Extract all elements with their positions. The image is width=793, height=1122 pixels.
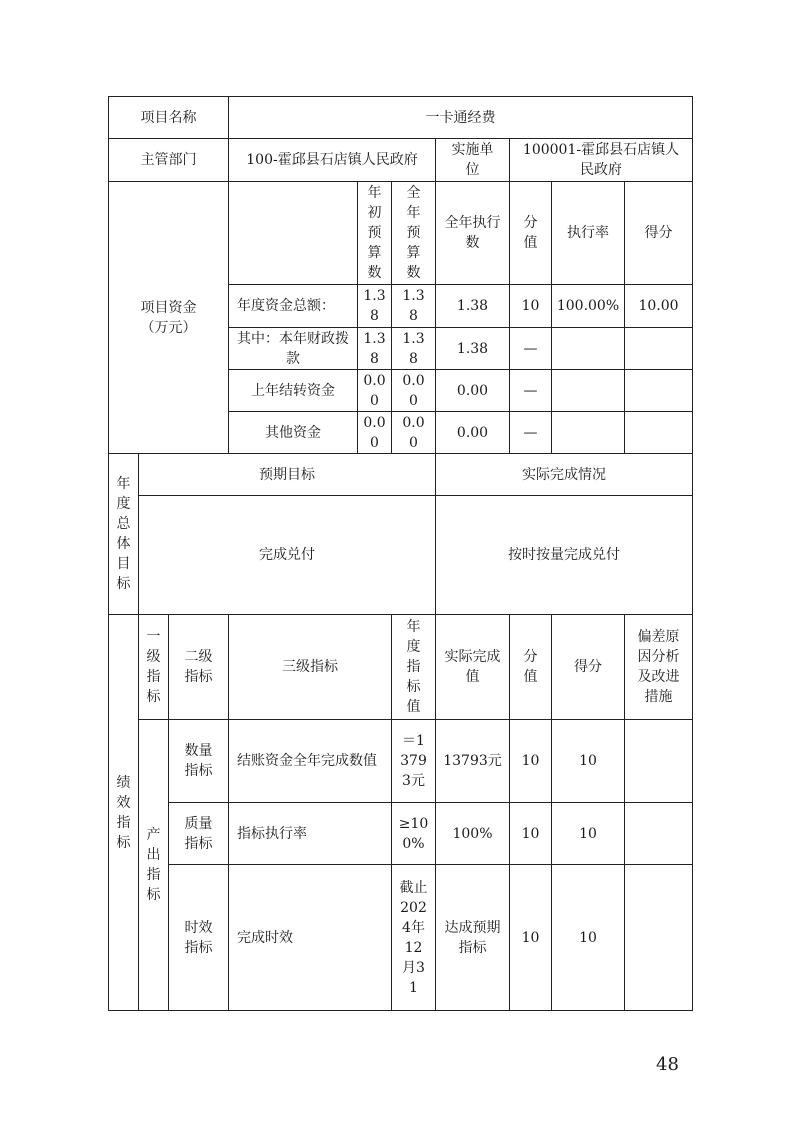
funds-row-carryover-score-value: — xyxy=(509,369,552,412)
funds-row-total-label: 年度资金总额： xyxy=(228,284,358,328)
funds-row-carryover-rate xyxy=(551,369,625,412)
funds-row-fiscal-label: 其中：本年财政拨款 xyxy=(228,327,358,370)
perf-row-quantity-level3: 结账资金全年完成数值 xyxy=(228,719,392,803)
performance-label: 绩效指标 xyxy=(108,614,139,1011)
header-rate: 执行率 xyxy=(551,181,625,285)
header-full-budget: 全年预算数 xyxy=(391,181,436,285)
funds-row-total-full: 1.38 xyxy=(391,284,436,328)
annual-goal-label: 年度总体目标 xyxy=(108,453,139,615)
annual-goal-actual-header: 实际完成情况 xyxy=(435,453,693,496)
perf-row-quality-level3: 指标执行率 xyxy=(228,802,392,865)
perf-row-quality-score-value: 10 xyxy=(509,802,552,865)
impl-unit-label: 实施单位 xyxy=(435,138,510,182)
project-name-value: 一卡通经费 xyxy=(228,96,693,139)
perf-row-timeliness-annual: 截止2024年12月31 xyxy=(391,864,436,1011)
funds-row-other-full: 0.00 xyxy=(391,411,436,454)
perf-header-actual: 实际完成值 xyxy=(435,614,510,720)
perf-row-quantity-actual: 13793元 xyxy=(435,719,510,803)
funds-row-carryover-label: 上年结转资金 xyxy=(228,369,358,412)
funds-row-other-score xyxy=(624,411,693,454)
project-name-label: 项目名称 xyxy=(108,96,229,139)
perf-header-level2: 二级指标 xyxy=(168,614,229,720)
perf-row-quality-actual: 100% xyxy=(435,802,510,865)
dept-value: 100-霍邱县石店镇人民政府 xyxy=(228,138,436,182)
perf-row-quantity-score: 10 xyxy=(551,719,625,803)
funds-row-total-score-value: 10 xyxy=(509,284,552,328)
dept-label: 主管部门 xyxy=(108,138,229,182)
header-initial-budget: 年初预算数 xyxy=(357,181,392,285)
funds-label: 项目资金（万元） xyxy=(108,181,229,454)
annual-goal-actual-value: 按时按量完成兑付 xyxy=(435,495,693,615)
perf-row-timeliness-score: 10 xyxy=(551,864,625,1011)
perf-row-timeliness-deviation xyxy=(624,864,693,1011)
header-executed: 全年执行数 xyxy=(435,181,510,285)
perf-row-quality-score: 10 xyxy=(551,802,625,865)
header-score: 得分 xyxy=(624,181,693,285)
funds-row-other-score-value: — xyxy=(509,411,552,454)
perf-level1-output: 产出指标 xyxy=(138,719,169,1011)
funds-row-fiscal-score xyxy=(624,327,693,370)
funds-row-other-executed: 0.00 xyxy=(435,411,510,454)
funds-row-carryover-executed: 0.00 xyxy=(435,369,510,412)
perf-row-quality-deviation xyxy=(624,802,693,865)
funds-row-fiscal-initial: 1.38 xyxy=(357,327,392,370)
funds-row-other-initial: 0.00 xyxy=(357,411,392,454)
funds-row-other-rate xyxy=(551,411,625,454)
perf-row-quantity-score-value: 10 xyxy=(509,719,552,803)
perf-row-timeliness-level3: 完成时效 xyxy=(228,864,392,1011)
perf-header-deviation: 偏差原因分析及改进措施 xyxy=(624,614,693,720)
funds-row-fiscal-score-value: — xyxy=(509,327,552,370)
perf-row-timeliness-actual: 达成预期指标 xyxy=(435,864,510,1011)
annual-goal-expected-value: 完成兑付 xyxy=(138,495,436,615)
funds-row-fiscal-full: 1.38 xyxy=(391,327,436,370)
funds-row-other-label: 其他资金 xyxy=(228,411,358,454)
funds-row-fiscal-rate xyxy=(551,327,625,370)
header-score-value: 分值 xyxy=(509,181,552,285)
perf-row-timeliness-score-value: 10 xyxy=(509,864,552,1011)
perf-header-level3: 三级指标 xyxy=(228,614,392,720)
impl-unit-value: 100001-霍邱县石店镇人民政府 xyxy=(509,138,693,182)
page-number: 48 xyxy=(656,1054,679,1075)
funds-row-total-executed: 1.38 xyxy=(435,284,510,328)
perf-row-quantity-level2: 数量指标 xyxy=(168,719,229,803)
funds-row-total-rate: 100.00% xyxy=(551,284,625,328)
funds-row-carryover-score xyxy=(624,369,693,412)
perf-row-quality-annual: ≥100% xyxy=(391,802,436,865)
perf-row-quantity-deviation xyxy=(624,719,693,803)
funds-row-carryover-full: 0.00 xyxy=(391,369,436,412)
perf-row-quantity-annual: ＝13793元 xyxy=(391,719,436,803)
annual-goal-expected-header: 预期目标 xyxy=(138,453,436,496)
funds-row-fiscal-executed: 1.38 xyxy=(435,327,510,370)
perf-header-level1: 一级指标 xyxy=(138,614,169,720)
perf-header-score-value: 分值 xyxy=(509,614,552,720)
funds-row-carryover-initial: 0.00 xyxy=(357,369,392,412)
funds-row-total-initial: 1.38 xyxy=(357,284,392,328)
perf-row-timeliness-level2: 时效指标 xyxy=(168,864,229,1011)
perf-row-quality-level2: 质量指标 xyxy=(168,802,229,865)
funds-row-total-score: 10.00 xyxy=(624,284,693,328)
perf-header-score: 得分 xyxy=(551,614,625,720)
funds-header-blank xyxy=(228,181,358,285)
perf-header-annual: 年度指标值 xyxy=(391,614,436,720)
